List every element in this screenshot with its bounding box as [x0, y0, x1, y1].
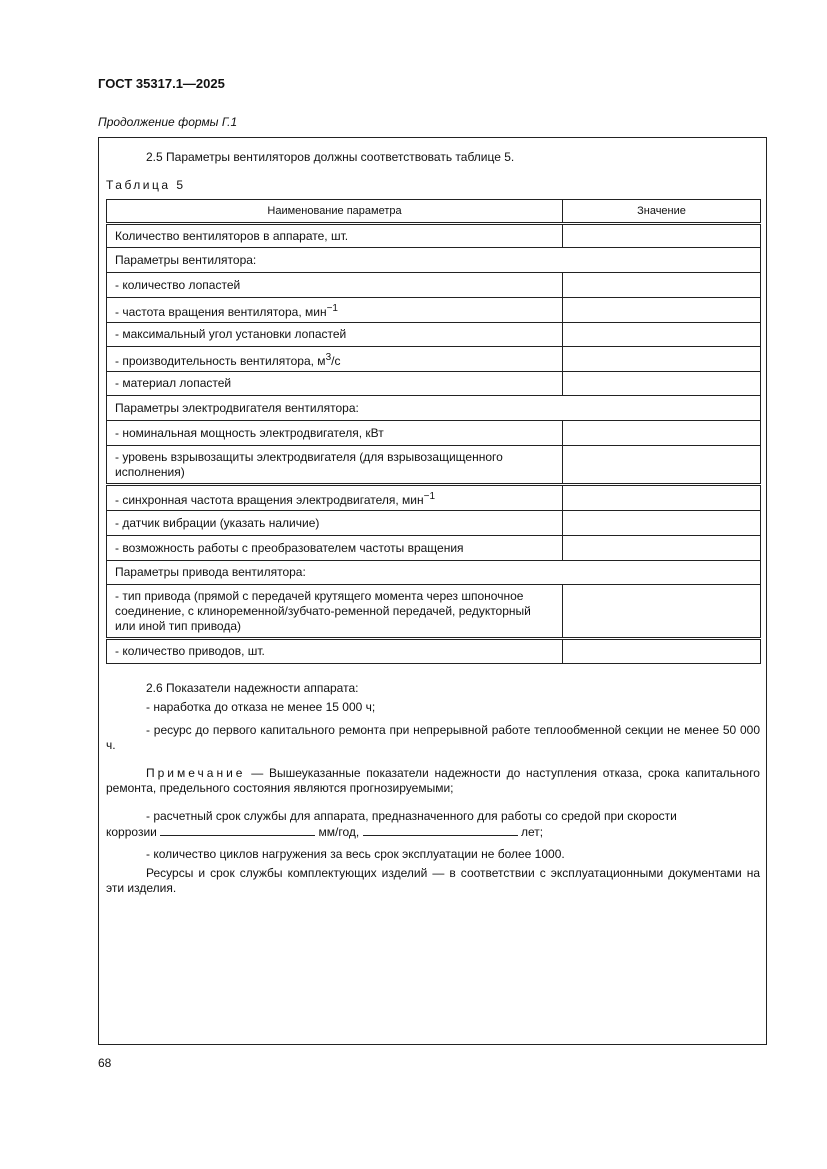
table-row	[107, 585, 761, 639]
table-header-row	[107, 200, 761, 224]
form-continuation-label: Продолжение формы Г.1	[98, 115, 238, 129]
param-cell: - количество лопастей	[107, 273, 563, 298]
param-text: - частота вращения вентилятора, мин	[115, 304, 327, 319]
reliability-mtbf: - наработка до отказа не менее 15 000 ч;	[146, 700, 376, 714]
section-2-5-intro: 2.5 Параметры вентиляторов должны соответствовать таблице 5.	[146, 150, 515, 164]
table-row	[107, 536, 761, 561]
load-cycles: - количество циклов нагружения за весь срок эксплуатации не более 1000.	[146, 847, 565, 861]
corrosion-rate-blank	[160, 824, 315, 836]
table-row	[107, 347, 761, 372]
param-cell: - количество приводов, шт.	[107, 639, 563, 664]
unit-exponent: −1	[326, 302, 338, 314]
value-cell	[563, 421, 761, 446]
value-cell	[563, 511, 761, 536]
table-row	[107, 485, 761, 511]
value-cell	[563, 446, 761, 485]
form-frame	[98, 137, 767, 1045]
table-row	[107, 446, 761, 485]
group-cell: Параметры привода вентилятора:	[107, 561, 761, 585]
value-cell	[563, 536, 761, 561]
table-row-group	[107, 561, 761, 585]
param-cell: - тип привода (прямой с передачей крутящего момента через шпоночное соединение, с клиноременной/зубчато-ременной передачей, редукторный или иной тип привода)	[107, 585, 563, 639]
group-cell: Параметры электродвигателя вентилятора:	[107, 396, 761, 421]
param-cell	[107, 347, 563, 372]
table-row	[107, 639, 761, 664]
param-text: - синхронная частота вращения электродвигателя, мин	[115, 492, 424, 507]
document-code: ГОСТ 35317.1—2025	[98, 76, 225, 91]
note-label: Примечание	[146, 766, 246, 780]
table-row	[107, 421, 761, 446]
page-number: 68	[98, 1056, 112, 1070]
corrosion-rate-unit: мм/год,	[318, 825, 360, 839]
param-cell: - номинальная мощность электродвигателя, кВт	[107, 421, 563, 446]
value-cell	[563, 347, 761, 372]
table-row	[107, 298, 761, 323]
corrosion-line	[106, 824, 543, 840]
param-cell: - датчик вибрации (указать наличие)	[107, 511, 563, 536]
param-cell: - материал лопастей	[107, 372, 563, 396]
table-row	[107, 323, 761, 347]
table-row-group	[107, 396, 761, 421]
value-cell	[563, 273, 761, 298]
note-text: — Вышеуказанные показатели надежности до наступления отказа, срока капитального ремонта, предельного состояния являются прогнозируемыми;	[106, 766, 760, 795]
table-row	[107, 273, 761, 298]
param-unit-suffix: /с	[331, 353, 341, 368]
reliability-heading: 2.6 Показатели надежности аппарата:	[146, 681, 359, 695]
value-cell	[563, 639, 761, 664]
value-cell	[563, 372, 761, 396]
param-cell: - уровень взрывозащиты электродвигателя (для взрывозащищенного исполнения)	[107, 446, 563, 485]
param-cell: - максимальный угол установки лопастей	[107, 323, 563, 347]
corrosion-word: коррозии	[106, 825, 157, 839]
group-cell: Параметры вентилятора:	[107, 248, 761, 273]
table-row	[107, 511, 761, 536]
value-cell	[563, 485, 761, 511]
value-cell	[563, 585, 761, 639]
reliability-note	[106, 766, 760, 796]
service-life-lead: - расчетный срок службы для аппарата, предназначенного для работы со средой при скорости	[146, 809, 677, 823]
column-header-parameter: Наименование параметра	[107, 200, 563, 224]
param-cell: Количество вентиляторов в аппарате, шт.	[107, 224, 563, 248]
table-caption: Таблица 5	[106, 178, 186, 192]
value-cell	[563, 323, 761, 347]
param-text: - производительность вентилятора, м	[115, 353, 326, 368]
value-cell	[563, 224, 761, 248]
reliability-resource: - ресурс до первого капитального ремонта при непрерывной работе теплообменной секции не менее 50 000 ч.	[106, 723, 760, 752]
value-cell	[563, 298, 761, 323]
service-years-unit: лет;	[520, 825, 544, 839]
table-row	[107, 224, 761, 248]
param-cell: - возможность работы с преобразователем частоты вращения	[107, 536, 563, 561]
param-cell	[107, 485, 563, 511]
param-cell	[107, 298, 563, 323]
column-header-value: Значение	[563, 200, 761, 224]
table-row	[107, 372, 761, 396]
table-row-group	[107, 248, 761, 273]
service-years-blank	[363, 824, 518, 836]
components-resources: Ресурсы и срок службы комплектующих изделий — в соответствии с эксплуатационными документами на эти изделия.	[106, 866, 760, 895]
unit-exponent: −1	[423, 490, 436, 502]
unit-exponent: 3	[325, 351, 332, 363]
fan-parameters-table	[106, 199, 761, 664]
